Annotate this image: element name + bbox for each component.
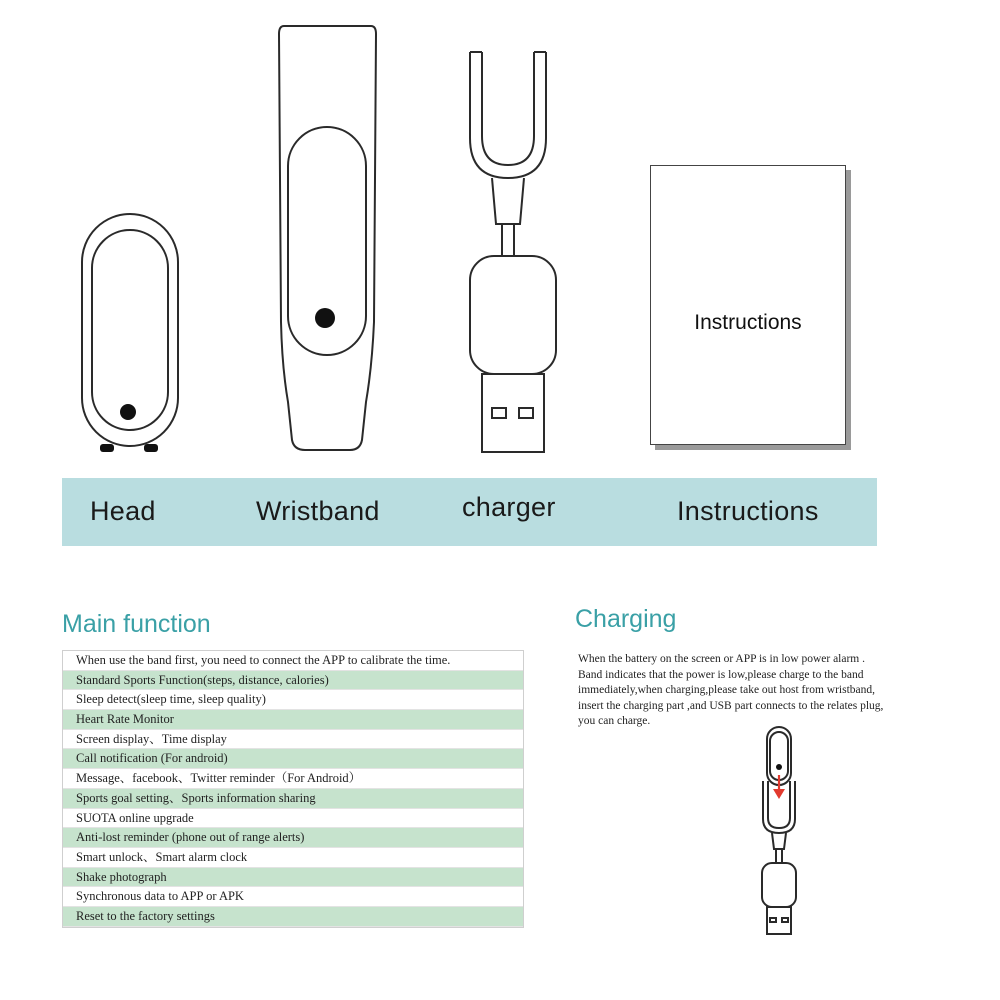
component-label-band xyxy=(62,478,877,546)
charging-diagram-icon xyxy=(755,725,805,937)
charger-icon xyxy=(462,48,562,458)
main-function-title: Main function xyxy=(62,610,211,638)
charging-title: Charging xyxy=(575,605,677,633)
function-row: Anti-lost reminder (phone out of range alerts) xyxy=(63,828,523,848)
label-head: Head xyxy=(90,496,156,526)
instructions-booklet xyxy=(650,165,846,445)
function-row: Smart unlock、Smart alarm clock xyxy=(63,848,523,868)
function-row: Message、facebook、Twitter reminder（For Android） xyxy=(63,769,523,789)
function-row: Screen display、Time display xyxy=(63,730,523,750)
label-instructions: Instructions xyxy=(677,496,819,526)
charging-line: When the battery on the screen or APP is in low power alarm . xyxy=(578,653,866,665)
booklet-title: Instructions xyxy=(694,311,802,334)
tracker-head-icon xyxy=(78,210,182,455)
charging-line: Band indicates that the power is low,please charge to the band xyxy=(578,668,864,681)
function-row: Call notification (For android) xyxy=(63,749,523,769)
function-row: When use the band first, you need to connect the APP to calibrate the time. xyxy=(63,651,523,671)
label-wristband: Wristband xyxy=(256,496,380,526)
function-row: SUOTA online upgrade xyxy=(63,809,523,829)
charging-instructions xyxy=(578,652,973,730)
charging-line: you can charge. xyxy=(578,715,651,727)
wristband-icon xyxy=(270,22,385,452)
function-row: Reset to the factory settings xyxy=(63,907,523,927)
function-row: Sleep detect(sleep time, sleep quality) xyxy=(63,690,523,710)
label-charger: charger xyxy=(462,492,556,522)
function-row: Heart Rate Monitor xyxy=(63,710,523,730)
function-row: Shake photograph xyxy=(63,868,523,888)
charging-line: immediately,when charging,please take out host from wristband, xyxy=(578,684,876,696)
main-function-table xyxy=(62,650,524,928)
charging-line: insert the charging part ,and USB part connects to the relates plug, xyxy=(578,699,884,712)
function-row: Sports goal setting、Sports information sharing xyxy=(63,789,523,809)
function-row: Synchronous data to APP or APK xyxy=(63,887,523,907)
function-row: Standard Sports Function(steps, distance, calories) xyxy=(63,671,523,691)
